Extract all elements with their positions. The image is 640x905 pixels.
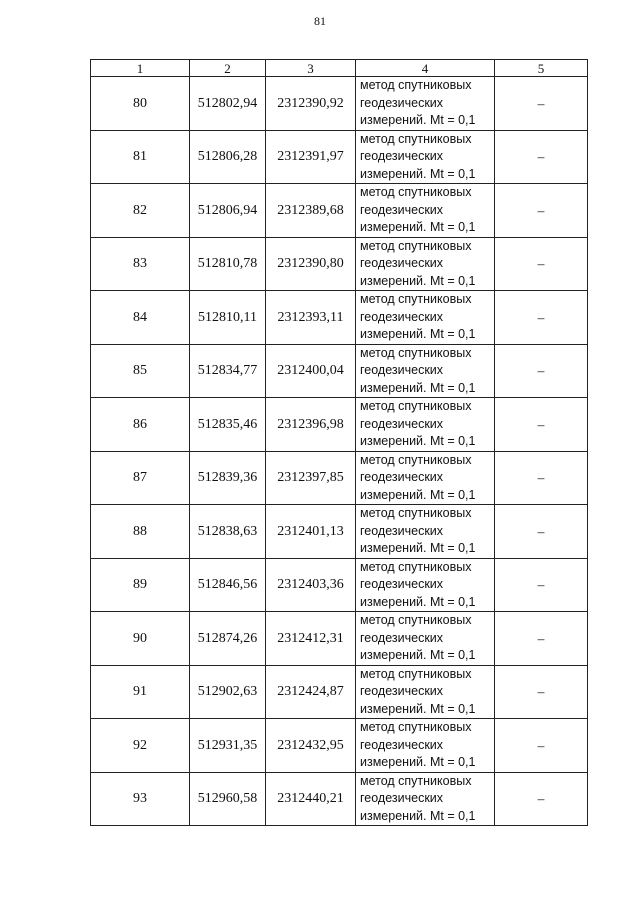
x-coordinate-cell: 512846,56 <box>190 558 266 612</box>
note-cell: – <box>495 237 588 291</box>
x-coordinate-cell: 512874,26 <box>190 612 266 666</box>
y-coordinate-cell: 2312390,80 <box>266 237 356 291</box>
x-coordinate-cell: 512802,94 <box>190 77 266 131</box>
point-number-cell: 82 <box>91 184 190 238</box>
table-row <box>91 719 588 773</box>
method-cell <box>356 451 495 505</box>
note-cell: – <box>495 291 588 345</box>
table-row <box>91 398 588 452</box>
table-row <box>91 451 588 505</box>
note-cell: – <box>495 130 588 184</box>
method-line: измерений. Mt = 0,1 <box>360 273 476 288</box>
method-line: измерений. Mt = 0,1 <box>360 434 476 448</box>
point-number-cell: 91 <box>91 665 190 719</box>
method-line: геодезических <box>360 577 444 591</box>
coordinates-table <box>90 59 588 826</box>
table-row <box>91 77 588 131</box>
method-line: геодезических <box>360 684 444 698</box>
point-number-cell: 93 <box>91 772 190 826</box>
note-cell: – <box>495 558 588 612</box>
table-row <box>91 344 588 398</box>
method-line: измерений. Mt = 0,1 <box>360 648 476 662</box>
method-cell <box>356 237 495 291</box>
method-cell <box>356 130 495 184</box>
point-number-cell: 81 <box>91 130 190 184</box>
table-row <box>91 612 588 666</box>
method-line: геодезических <box>360 737 444 752</box>
y-coordinate-cell: 2312393,11 <box>266 291 356 345</box>
y-coordinate-cell: 2312424,87 <box>266 665 356 719</box>
method-line: геодезических <box>360 149 444 163</box>
page-number: 81 <box>314 14 326 28</box>
table-header-row <box>91 60 588 77</box>
method-cell <box>356 184 495 238</box>
point-number-cell: 88 <box>91 505 190 559</box>
point-number-cell: 86 <box>91 398 190 452</box>
method-cell <box>356 719 495 773</box>
note-cell: – <box>495 665 588 719</box>
point-number-cell: 80 <box>91 77 190 131</box>
method-cell <box>356 558 495 612</box>
y-coordinate-cell: 2312440,21 <box>266 772 356 826</box>
x-coordinate-cell: 512834,77 <box>190 344 266 398</box>
x-coordinate-cell: 512902,63 <box>190 665 266 719</box>
table-row <box>91 291 588 345</box>
method-line: геодезических <box>360 363 444 377</box>
method-line: метод спутниковых <box>360 773 472 788</box>
method-line: измерений. Mt = 0,1 <box>360 166 476 181</box>
method-cell <box>356 612 495 666</box>
point-number-cell: 90 <box>91 612 190 666</box>
method-cell <box>356 505 495 559</box>
y-coordinate-cell: 2312397,85 <box>266 451 356 505</box>
method-line: геодезических <box>360 256 444 270</box>
method-line: метод спутниковых <box>360 131 472 146</box>
y-coordinate-cell: 2312391,97 <box>266 130 356 184</box>
point-number-cell: 92 <box>91 719 190 773</box>
method-line: измерений. Mt = 0,1 <box>360 380 476 395</box>
column-header-3: 3 <box>266 60 356 77</box>
note-cell: – <box>495 772 588 826</box>
method-line: геодезических <box>360 95 444 110</box>
point-number-cell: 87 <box>91 451 190 505</box>
method-cell <box>356 77 495 131</box>
point-number-cell: 83 <box>91 237 190 291</box>
point-number-cell: 84 <box>91 291 190 345</box>
method-line: измерений. Mt = 0,1 <box>360 220 476 234</box>
column-header-2: 2 <box>190 60 266 77</box>
note-cell: – <box>495 451 588 505</box>
x-coordinate-cell: 512810,78 <box>190 237 266 291</box>
method-line: метод спутниковых <box>360 506 472 520</box>
method-line: метод спутниковых <box>360 559 472 574</box>
method-line: метод спутниковых <box>360 78 472 92</box>
method-cell <box>356 291 495 345</box>
method-line: метод спутниковых <box>360 292 472 306</box>
y-coordinate-cell: 2312403,36 <box>266 558 356 612</box>
point-number-cell: 89 <box>91 558 190 612</box>
method-cell <box>356 398 495 452</box>
y-coordinate-cell: 2312396,98 <box>266 398 356 452</box>
column-header-4: 4 <box>356 60 495 77</box>
note-cell: – <box>495 719 588 773</box>
method-line: измерений. Mt = 0,1 <box>360 327 476 341</box>
table-row <box>91 505 588 559</box>
table-row <box>91 184 588 238</box>
column-header-5: 5 <box>495 60 588 77</box>
method-line: измерений. Mt = 0,1 <box>360 487 476 502</box>
method-cell <box>356 344 495 398</box>
method-line: измерений. Mt = 0,1 <box>360 113 476 127</box>
method-line: метод спутниковых <box>360 452 472 467</box>
method-line: метод спутниковых <box>360 666 472 681</box>
table-row <box>91 772 588 826</box>
method-line: метод спутниковых <box>360 613 472 627</box>
table-body <box>91 77 588 826</box>
x-coordinate-cell: 512806,28 <box>190 130 266 184</box>
x-coordinate-cell: 512960,58 <box>190 772 266 826</box>
method-line: геодезических <box>360 202 444 217</box>
method-line: метод спутниковых <box>360 720 472 734</box>
x-coordinate-cell: 512931,35 <box>190 719 266 773</box>
point-number-cell: 85 <box>91 344 190 398</box>
x-coordinate-cell: 512838,63 <box>190 505 266 559</box>
y-coordinate-cell: 2312389,68 <box>266 184 356 238</box>
note-cell: – <box>495 77 588 131</box>
table-row <box>91 130 588 184</box>
table-row <box>91 558 588 612</box>
method-line: метод спутниковых <box>360 345 472 360</box>
method-line: геодезических <box>360 470 444 484</box>
method-line: метод спутниковых <box>360 238 472 253</box>
method-line: измерений. Mt = 0,1 <box>360 701 476 716</box>
method-line: метод спутниковых <box>360 399 472 413</box>
method-line: геодезических <box>360 416 444 431</box>
note-cell: – <box>495 184 588 238</box>
y-coordinate-cell: 2312432,95 <box>266 719 356 773</box>
method-line: измерений. Mt = 0,1 <box>360 594 476 609</box>
y-coordinate-cell: 2312401,13 <box>266 505 356 559</box>
column-header-1: 1 <box>91 60 190 77</box>
method-line: геодезических <box>360 791 444 805</box>
y-coordinate-cell: 2312390,92 <box>266 77 356 131</box>
note-cell: – <box>495 505 588 559</box>
note-cell: – <box>495 612 588 666</box>
table-row <box>91 665 588 719</box>
method-line: геодезических <box>360 523 444 538</box>
note-cell: – <box>495 344 588 398</box>
x-coordinate-cell: 512806,94 <box>190 184 266 238</box>
note-cell: – <box>495 398 588 452</box>
method-line: геодезических <box>360 309 444 324</box>
x-coordinate-cell: 512839,36 <box>190 451 266 505</box>
y-coordinate-cell: 2312412,31 <box>266 612 356 666</box>
method-cell <box>356 665 495 719</box>
method-line: измерений. Mt = 0,1 <box>360 808 476 823</box>
x-coordinate-cell: 512835,46 <box>190 398 266 452</box>
method-line: геодезических <box>360 630 444 645</box>
method-cell <box>356 772 495 826</box>
y-coordinate-cell: 2312400,04 <box>266 344 356 398</box>
method-line: измерений. Mt = 0,1 <box>360 541 476 555</box>
x-coordinate-cell: 512810,11 <box>190 291 266 345</box>
table-row <box>91 237 588 291</box>
method-line: метод спутниковых <box>360 185 472 199</box>
method-line: измерений. Mt = 0,1 <box>360 755 476 769</box>
